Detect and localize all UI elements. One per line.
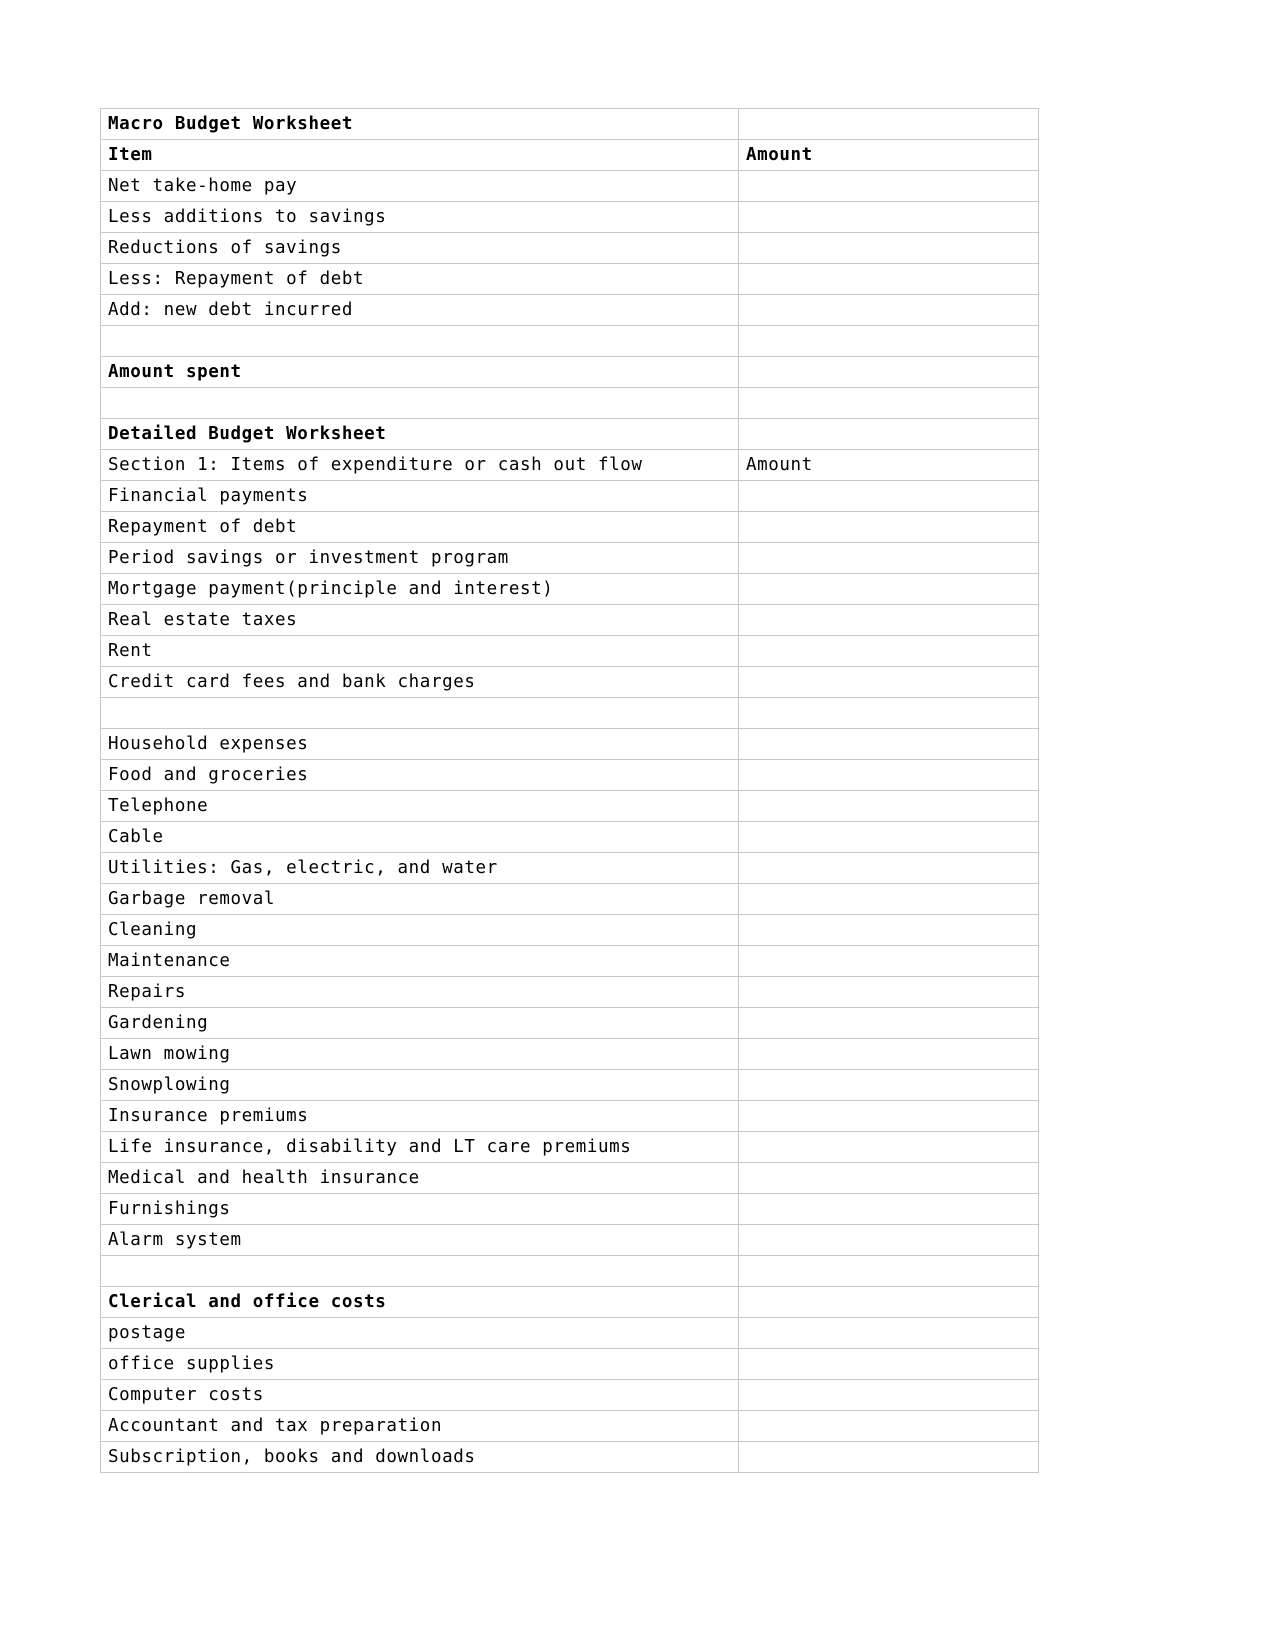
table-row <box>101 760 1039 791</box>
amount-cell[interactable] <box>739 946 1039 977</box>
item-cell[interactable]: Medical and health insurance <box>101 1163 739 1194</box>
table-row <box>101 1349 1039 1380</box>
table-row <box>101 1225 1039 1256</box>
item-cell[interactable]: Cleaning <box>101 915 739 946</box>
item-cell[interactable]: Furnishings <box>101 1194 739 1225</box>
table-row <box>101 109 1039 140</box>
amount-cell[interactable] <box>739 326 1039 357</box>
item-cell[interactable]: Item <box>101 140 739 171</box>
amount-cell[interactable] <box>739 605 1039 636</box>
amount-cell[interactable] <box>739 729 1039 760</box>
amount-cell[interactable] <box>739 698 1039 729</box>
item-cell[interactable]: Alarm system <box>101 1225 739 1256</box>
amount-cell[interactable] <box>739 1225 1039 1256</box>
amount-cell[interactable] <box>739 822 1039 853</box>
item-cell[interactable]: Life insurance, disability and LT care premiums <box>101 1132 739 1163</box>
table-row <box>101 1380 1039 1411</box>
item-cell[interactable] <box>101 1256 739 1287</box>
item-cell[interactable]: Section 1: Items of expenditure or cash out flow <box>101 450 739 481</box>
item-cell[interactable]: Less: Repayment of debt <box>101 264 739 295</box>
table-row <box>101 543 1039 574</box>
item-cell[interactable]: Detailed Budget Worksheet <box>101 419 739 450</box>
table-row <box>101 512 1039 543</box>
amount-cell[interactable] <box>739 1132 1039 1163</box>
amount-cell[interactable] <box>739 1349 1039 1380</box>
amount-cell[interactable] <box>739 853 1039 884</box>
amount-cell[interactable]: Amount <box>739 450 1039 481</box>
item-cell[interactable]: Insurance premiums <box>101 1101 739 1132</box>
item-cell[interactable]: Mortgage payment(principle and interest) <box>101 574 739 605</box>
item-cell[interactable]: postage <box>101 1318 739 1349</box>
table-row <box>101 667 1039 698</box>
item-cell[interactable]: Less additions to savings <box>101 202 739 233</box>
item-cell[interactable]: Utilities: Gas, electric, and water <box>101 853 739 884</box>
item-cell[interactable]: Clerical and office costs <box>101 1287 739 1318</box>
item-cell[interactable]: Credit card fees and bank charges <box>101 667 739 698</box>
amount-cell[interactable] <box>739 574 1039 605</box>
table-row <box>101 1163 1039 1194</box>
item-cell[interactable]: Food and groceries <box>101 760 739 791</box>
amount-cell[interactable] <box>739 388 1039 419</box>
amount-cell[interactable] <box>739 543 1039 574</box>
table-row <box>101 295 1039 326</box>
item-cell[interactable]: Telephone <box>101 791 739 822</box>
table-row <box>101 450 1039 481</box>
amount-cell[interactable] <box>739 1442 1039 1473</box>
amount-cell[interactable] <box>739 1101 1039 1132</box>
amount-cell[interactable] <box>739 791 1039 822</box>
item-cell[interactable]: office supplies <box>101 1349 739 1380</box>
table-row <box>101 636 1039 667</box>
table-row <box>101 264 1039 295</box>
item-cell[interactable]: Computer costs <box>101 1380 739 1411</box>
table-row <box>101 884 1039 915</box>
amount-cell[interactable] <box>739 264 1039 295</box>
item-cell[interactable]: Maintenance <box>101 946 739 977</box>
amount-cell[interactable] <box>739 1008 1039 1039</box>
item-cell[interactable]: Subscription, books and downloads <box>101 1442 739 1473</box>
item-cell[interactable] <box>101 326 739 357</box>
item-cell[interactable]: Macro Budget Worksheet <box>101 109 739 140</box>
amount-cell[interactable] <box>739 1194 1039 1225</box>
amount-cell[interactable] <box>739 419 1039 450</box>
amount-cell[interactable] <box>739 233 1039 264</box>
amount-cell[interactable]: Amount <box>739 140 1039 171</box>
item-cell[interactable]: Cable <box>101 822 739 853</box>
table-row <box>101 1318 1039 1349</box>
item-cell[interactable]: Amount spent <box>101 357 739 388</box>
item-cell[interactable]: Net take-home pay <box>101 171 739 202</box>
table-row <box>101 698 1039 729</box>
table-row <box>101 1132 1039 1163</box>
item-cell[interactable]: Garbage removal <box>101 884 739 915</box>
amount-cell[interactable] <box>739 512 1039 543</box>
table-row <box>101 357 1039 388</box>
item-cell[interactable]: Repairs <box>101 977 739 1008</box>
worksheet-body <box>101 109 1039 1473</box>
table-row <box>101 419 1039 450</box>
item-cell[interactable]: Lawn mowing <box>101 1039 739 1070</box>
item-cell[interactable]: Financial payments <box>101 481 739 512</box>
table-row <box>101 822 1039 853</box>
amount-cell[interactable] <box>739 1070 1039 1101</box>
amount-cell[interactable] <box>739 1256 1039 1287</box>
item-cell[interactable]: Snowplowing <box>101 1070 739 1101</box>
item-cell[interactable]: Accountant and tax preparation <box>101 1411 739 1442</box>
item-cell[interactable]: Add: new debt incurred <box>101 295 739 326</box>
table-row <box>101 946 1039 977</box>
item-cell[interactable]: Rent <box>101 636 739 667</box>
amount-cell[interactable] <box>739 1380 1039 1411</box>
item-cell[interactable]: Household expenses <box>101 729 739 760</box>
table-row <box>101 605 1039 636</box>
item-cell[interactable]: Reductions of savings <box>101 233 739 264</box>
table-row <box>101 853 1039 884</box>
amount-cell[interactable] <box>739 915 1039 946</box>
table-row <box>101 1256 1039 1287</box>
table-row <box>101 1287 1039 1318</box>
amount-cell[interactable] <box>739 357 1039 388</box>
table-row <box>101 326 1039 357</box>
table-row <box>101 791 1039 822</box>
amount-cell[interactable] <box>739 295 1039 326</box>
table-row <box>101 977 1039 1008</box>
amount-cell[interactable] <box>739 1411 1039 1442</box>
amount-cell[interactable] <box>739 202 1039 233</box>
amount-cell[interactable] <box>739 109 1039 140</box>
amount-cell[interactable] <box>739 481 1039 512</box>
item-cell[interactable] <box>101 698 739 729</box>
table-row <box>101 574 1039 605</box>
table-row <box>101 202 1039 233</box>
table-row <box>101 481 1039 512</box>
table-row <box>101 729 1039 760</box>
amount-cell[interactable] <box>739 1287 1039 1318</box>
table-row <box>101 1008 1039 1039</box>
table-row <box>101 1039 1039 1070</box>
item-cell[interactable]: Repayment of debt <box>101 512 739 543</box>
amount-cell[interactable] <box>739 1318 1039 1349</box>
item-cell[interactable] <box>101 388 739 419</box>
table-row <box>101 1442 1039 1473</box>
table-row <box>101 140 1039 171</box>
amount-cell[interactable] <box>739 667 1039 698</box>
amount-cell[interactable] <box>739 977 1039 1008</box>
table-row <box>101 1194 1039 1225</box>
table-row <box>101 915 1039 946</box>
table-row <box>101 1411 1039 1442</box>
item-cell[interactable]: Real estate taxes <box>101 605 739 636</box>
amount-cell[interactable] <box>739 171 1039 202</box>
amount-cell[interactable] <box>739 884 1039 915</box>
table-row <box>101 171 1039 202</box>
item-cell[interactable]: Gardening <box>101 1008 739 1039</box>
item-cell[interactable]: Period savings or investment program <box>101 543 739 574</box>
budget-worksheet-table <box>100 108 1039 1473</box>
amount-cell[interactable] <box>739 760 1039 791</box>
table-row <box>101 388 1039 419</box>
amount-cell[interactable] <box>739 1163 1039 1194</box>
amount-cell[interactable] <box>739 636 1039 667</box>
table-row <box>101 233 1039 264</box>
table-row <box>101 1070 1039 1101</box>
table-row <box>101 1101 1039 1132</box>
amount-cell[interactable] <box>739 1039 1039 1070</box>
